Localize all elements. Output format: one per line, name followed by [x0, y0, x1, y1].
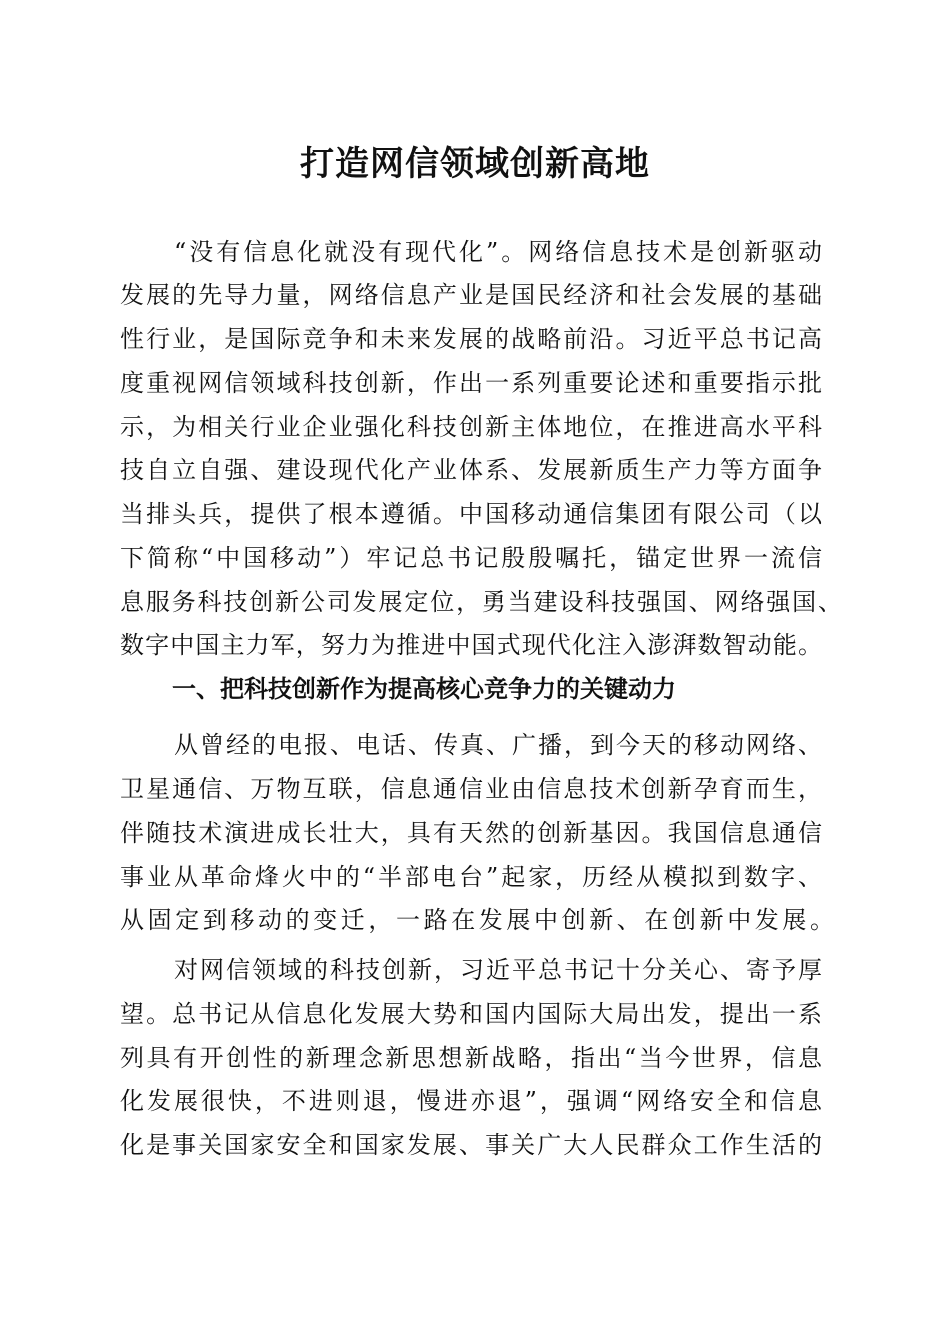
text-line: 下简称“中国移动”）牢记总书记殷殷嘱托，锚定世界一流信: [120, 544, 822, 572]
text-line: 度重视网信领域科技创新，作出一系列重要论述和重要指示批: [120, 369, 822, 397]
text-line: 化发展很快，不进则退，慢进亦退”，强调“网络安全和信息: [120, 1087, 822, 1115]
text-line: 从固定到移动的变迁，一路在发展中创新、在创新中发展。: [120, 906, 838, 934]
text-line: 当排头兵，提供了根本遵循。中国移动通信集团有限公司（以: [120, 500, 822, 528]
text-line: 事业从革命烽火中的“半部电台”起家，历经从模拟到数字、: [120, 863, 822, 891]
text-line: 伴随技术演进成长壮大，具有天然的创新基因。我国信息通信: [120, 819, 822, 847]
text-line: 对网信领域的科技创新，习近平总书记十分关心、寄予厚: [174, 956, 822, 984]
text-line: 技自立自强、建设现代化产业体系、发展新质生产力等方面争: [120, 456, 822, 484]
section-heading: 一、把科技创新作为提高核心竞争力的关键动力: [172, 675, 676, 703]
text-line: 卫星通信、万物互联，信息通信业由信息技术创新孕育而生，: [120, 775, 822, 803]
text-line: 示，为相关行业企业强化科技创新主体地位，在推进高水平科: [120, 413, 822, 441]
text-line: 息服务科技创新公司发展定位，勇当建设科技强国、网络强国、: [120, 588, 842, 616]
text-line: “没有信息化就没有现代化”。网络信息技术是创新驱动: [174, 238, 822, 266]
text-line: 发展的先导力量，网络信息产业是国民经济和社会发展的基础: [120, 281, 822, 309]
text-line: 望。总书记从信息化发展大势和国内国际大局出发，提出一系: [120, 1000, 822, 1028]
text-line: 从曾经的电报、电话、传真、广播，到今天的移动网络、: [174, 731, 822, 759]
text-line: 性行业，是国际竞争和未来发展的战略前沿。习近平总书记高: [120, 325, 822, 353]
text-line: 数字中国主力军，努力为推进中国式现代化注入澎湃数智动能。: [120, 631, 822, 659]
text-line: 化是事关国家安全和国家发展、事关广大人民群众工作生活的: [120, 1131, 822, 1159]
document-title: 打造网信领域创新高地: [300, 144, 650, 184]
text-line: 列具有开创性的新理念新思想新战略，指出“当今世界，信息: [120, 1044, 822, 1072]
